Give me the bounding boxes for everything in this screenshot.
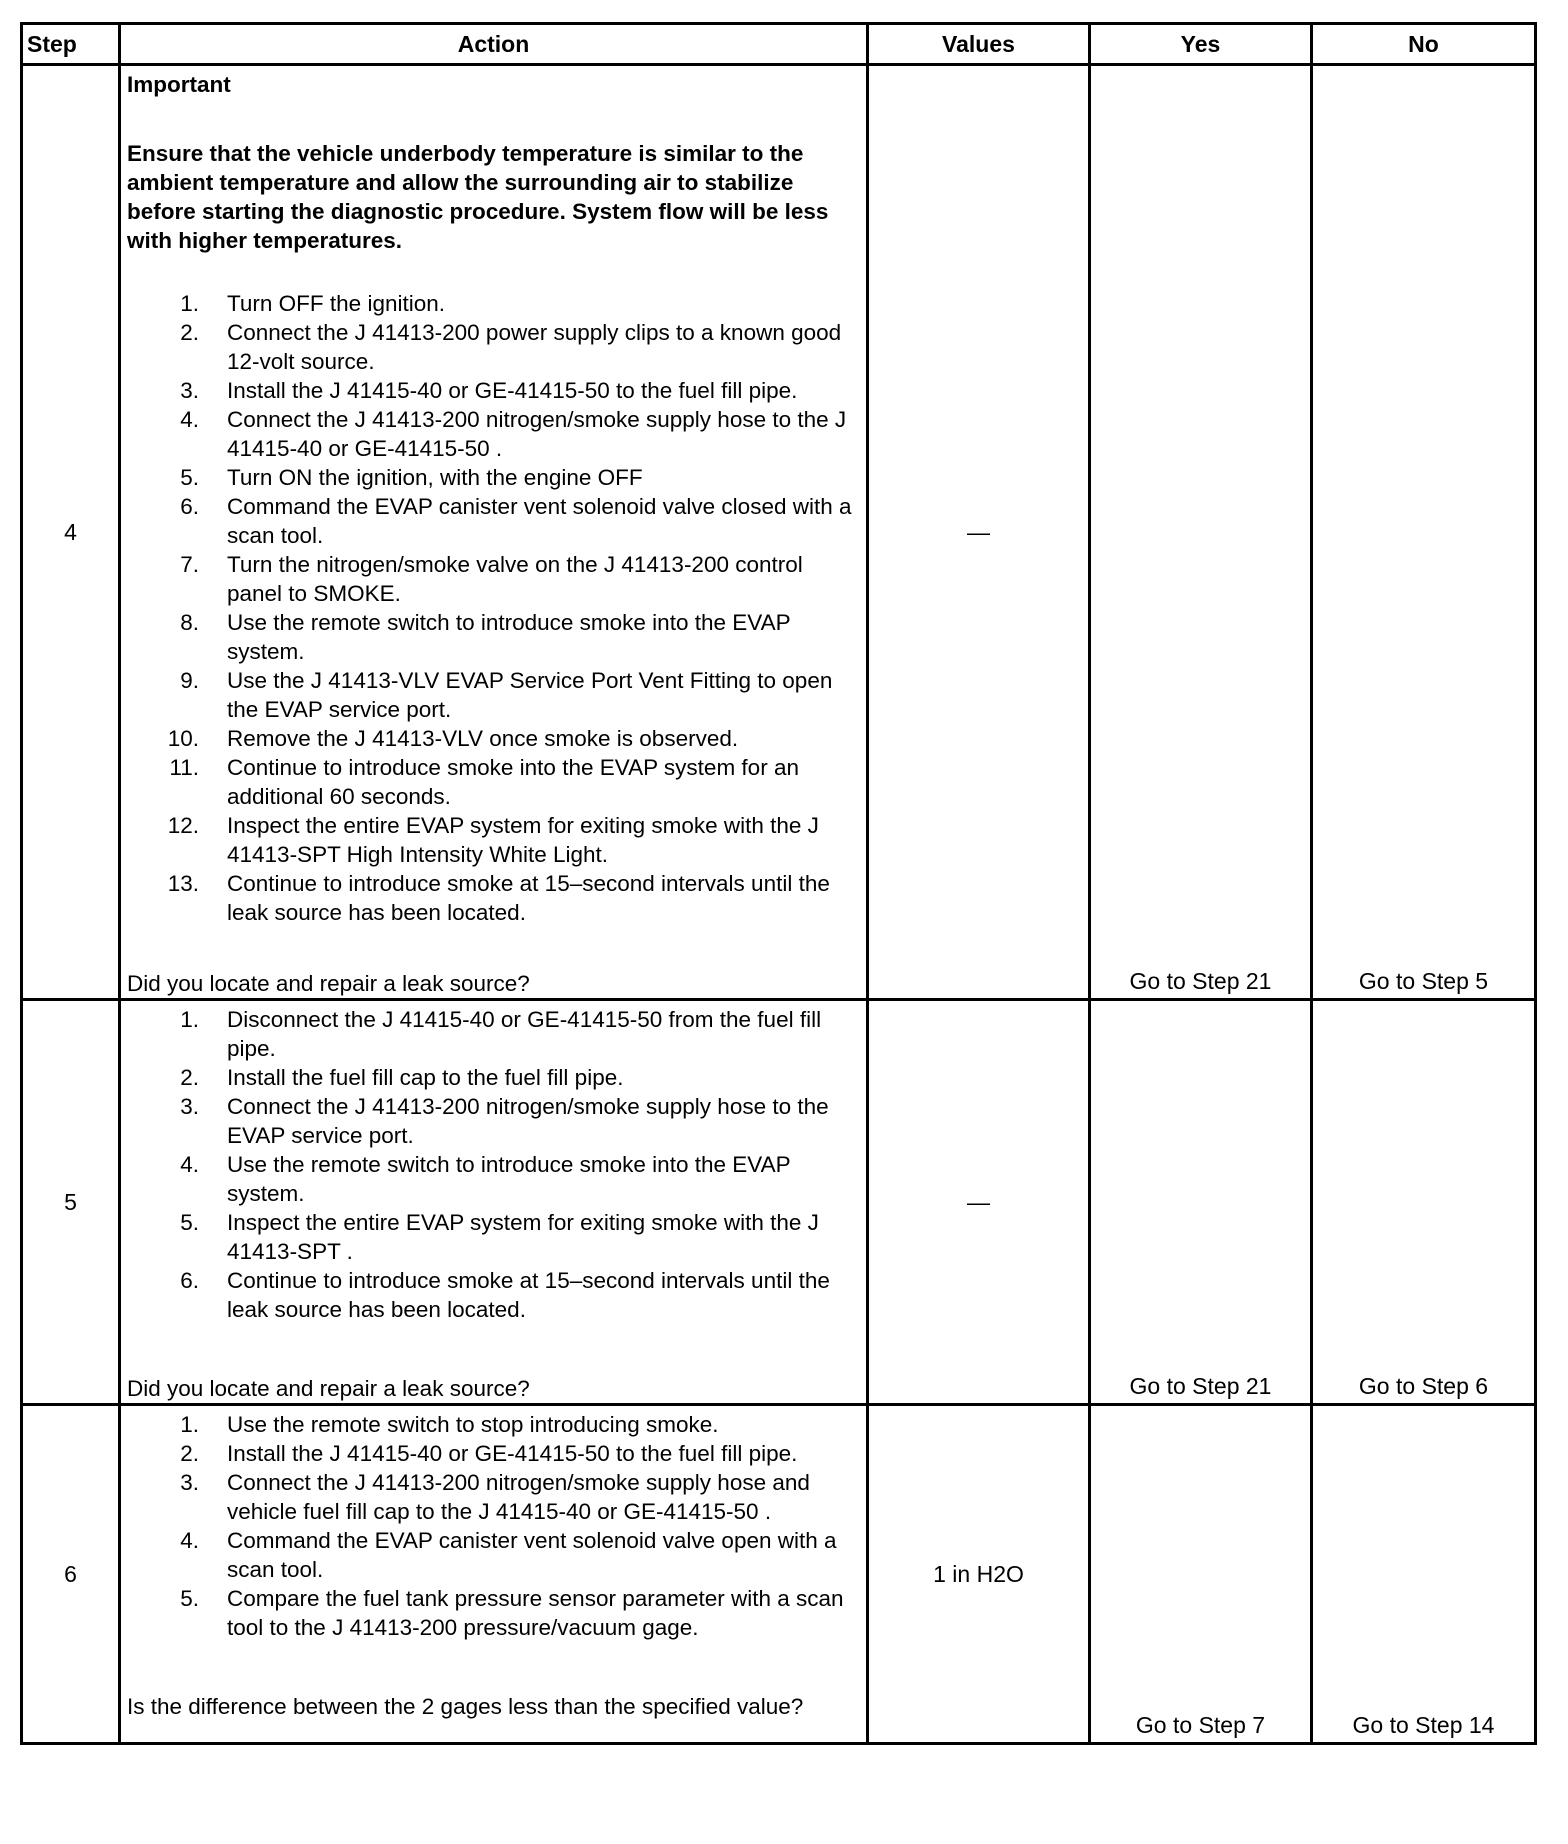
list-item-text: Install the fuel fill cap to the fuel fill pipe.	[227, 1065, 624, 1090]
list-item-number: 1.	[180, 291, 199, 316]
procedure-steps	[127, 289, 862, 927]
list-item	[127, 1005, 862, 1063]
question-text: Did you locate and repair a leak source?	[127, 1376, 530, 1401]
list-item	[127, 405, 862, 463]
list-item-text: Command the EVAP canister vent solenoid valve open with a scan tool.	[227, 1528, 837, 1582]
list-item	[127, 811, 862, 869]
list-item-number: 13.	[167, 871, 199, 896]
list-item-text: Turn OFF the ignition.	[227, 291, 446, 316]
list-item	[127, 1410, 862, 1439]
list-item	[127, 1468, 862, 1526]
list-item-text: Use the J 41413-VLV EVAP Service Port Vent Fitting to open the EVAP service port.	[227, 668, 833, 722]
header-no: No	[1312, 24, 1536, 65]
yes-cell: Go to Step 21	[1090, 65, 1312, 1000]
list-item-number: 6.	[180, 1268, 199, 1293]
list-item-text: Compare the fuel tank pressure sensor parameter with a scan tool to the J 41413-200 pressure/vacuum gage.	[227, 1586, 844, 1640]
values-cell: —	[868, 1000, 1090, 1405]
list-item	[127, 666, 862, 724]
list-item-text: Install the J 41415-40 or GE-41415-50 to the fuel fill pipe.	[227, 378, 798, 403]
list-item-number: 2.	[180, 1065, 199, 1090]
list-item	[127, 463, 862, 492]
no-cell: Go to Step 6	[1312, 1000, 1536, 1405]
no-cell: Go to Step 14	[1312, 1405, 1536, 1744]
list-item	[127, 1092, 862, 1150]
question-text: Did you locate and repair a leak source?	[127, 971, 530, 996]
step-row	[22, 1000, 1536, 1405]
important-label: Important	[127, 72, 231, 97]
list-item-number: 7.	[180, 552, 199, 577]
step-number: 6	[22, 1405, 120, 1744]
list-item-text: Turn ON the ignition, with the engine OFF	[227, 465, 643, 490]
no-cell: Go to Step 5	[1312, 65, 1536, 1000]
list-item-text: Remove the J 41413-VLV once smoke is observed.	[227, 726, 739, 751]
list-item-text: Use the remote switch to introduce smoke into the EVAP system.	[227, 1152, 791, 1206]
list-item-number: 2.	[180, 320, 199, 345]
list-item-text: Connect the J 41413-200 power supply clips to a known good 12-volt source.	[227, 320, 842, 374]
list-item-number: 4.	[180, 1152, 199, 1177]
list-item-text: Inspect the entire EVAP system for exiting smoke with the J 41413-SPT .	[227, 1210, 819, 1264]
list-item-number: 3.	[180, 378, 199, 403]
values-cell: —	[868, 65, 1090, 1000]
yes-cell: Go to Step 21	[1090, 1000, 1312, 1405]
list-item	[127, 550, 862, 608]
step-number: 4	[22, 65, 120, 1000]
list-item-text: Use the remote switch to stop introducing smoke.	[227, 1412, 719, 1437]
list-item	[127, 753, 862, 811]
header-step: Step	[22, 24, 120, 65]
list-item-text: Use the remote switch to introduce smoke into the EVAP system.	[227, 610, 791, 664]
list-item-number: 5.	[180, 465, 199, 490]
list-item-text: Continue to introduce smoke at 15–second intervals until the leak source has been located.	[227, 871, 830, 925]
list-item	[127, 608, 862, 666]
list-item-text: Disconnect the J 41415-40 or GE-41415-50 from the fuel fill pipe.	[227, 1007, 822, 1061]
list-item-number: 4.	[180, 407, 199, 432]
action-cell	[120, 1405, 868, 1744]
list-item	[127, 1208, 862, 1266]
values-cell: 1 in H2O	[868, 1405, 1090, 1744]
question-text: Is the difference between the 2 gages less than the specified value?	[127, 1694, 804, 1719]
list-item-text: Install the J 41415-40 or GE-41415-50 to the fuel fill pipe.	[227, 1441, 798, 1466]
list-item-number: 6.	[180, 494, 199, 519]
diagnostic-table	[20, 22, 1537, 1745]
list-item-text: Inspect the entire EVAP system for exiting smoke with the J 41413-SPT High Intensity White Light.	[227, 813, 819, 867]
list-item-number: 3.	[180, 1470, 199, 1495]
list-item	[127, 1526, 862, 1584]
list-item-number: 11.	[169, 755, 199, 780]
list-item-text: Continue to introduce smoke into the EVAP system for an additional 60 seconds.	[227, 755, 799, 809]
list-item-number: 2.	[180, 1441, 199, 1466]
list-item-number: 1.	[180, 1007, 199, 1032]
list-item-text: Connect the J 41413-200 nitrogen/smoke supply hose and vehicle fuel fill cap to the J 41415-40 or GE-41415-50 .	[227, 1470, 810, 1524]
important-note: Ensure that the vehicle underbody temperature is similar to the ambient temperature and allow the surrounding air to stabilize before starting the diagnostic procedure. System flow will be less with higher temperatures.	[127, 141, 829, 253]
list-item	[127, 1063, 862, 1092]
list-item-text: Connect the J 41413-200 nitrogen/smoke supply hose to the J 41415-40 or GE-41415-50 .	[227, 407, 847, 461]
step-row	[22, 1405, 1536, 1744]
list-item	[127, 376, 862, 405]
list-item	[127, 1266, 862, 1324]
procedure-steps	[127, 1005, 862, 1324]
list-item	[127, 289, 862, 318]
list-item	[127, 1150, 862, 1208]
list-item	[127, 869, 862, 927]
action-cell	[120, 65, 868, 1000]
list-item-text: Turn the nitrogen/smoke valve on the J 41413-200 control panel to SMOKE.	[227, 552, 803, 606]
header-action: Action	[120, 24, 868, 65]
header-values: Values	[868, 24, 1090, 65]
list-item-number: 5.	[180, 1210, 199, 1235]
list-item	[127, 1584, 862, 1642]
list-item	[127, 1439, 862, 1468]
procedure-steps	[127, 1410, 862, 1642]
step-row	[22, 65, 1536, 1000]
list-item-number: 12.	[167, 813, 199, 838]
header-yes: Yes	[1090, 24, 1312, 65]
action-cell	[120, 1000, 868, 1405]
header-row	[22, 24, 1536, 65]
list-item-number: 10.	[167, 726, 199, 751]
list-item-number: 9.	[180, 668, 199, 693]
list-item	[127, 318, 862, 376]
list-item-text: Connect the J 41413-200 nitrogen/smoke supply hose to the EVAP service port.	[227, 1094, 829, 1148]
list-item-number: 4.	[180, 1528, 199, 1553]
list-item-number: 5.	[180, 1586, 199, 1611]
list-item-number: 1.	[180, 1412, 199, 1437]
list-item	[127, 492, 862, 550]
step-number: 5	[22, 1000, 120, 1405]
list-item-number: 3.	[180, 1094, 199, 1119]
list-item-number: 8.	[180, 610, 199, 635]
list-item	[127, 724, 862, 753]
list-item-text: Continue to introduce smoke at 15–second intervals until the leak source has been located.	[227, 1268, 830, 1322]
yes-cell: Go to Step 7	[1090, 1405, 1312, 1744]
list-item-text: Command the EVAP canister vent solenoid valve closed with a scan tool.	[227, 494, 852, 548]
